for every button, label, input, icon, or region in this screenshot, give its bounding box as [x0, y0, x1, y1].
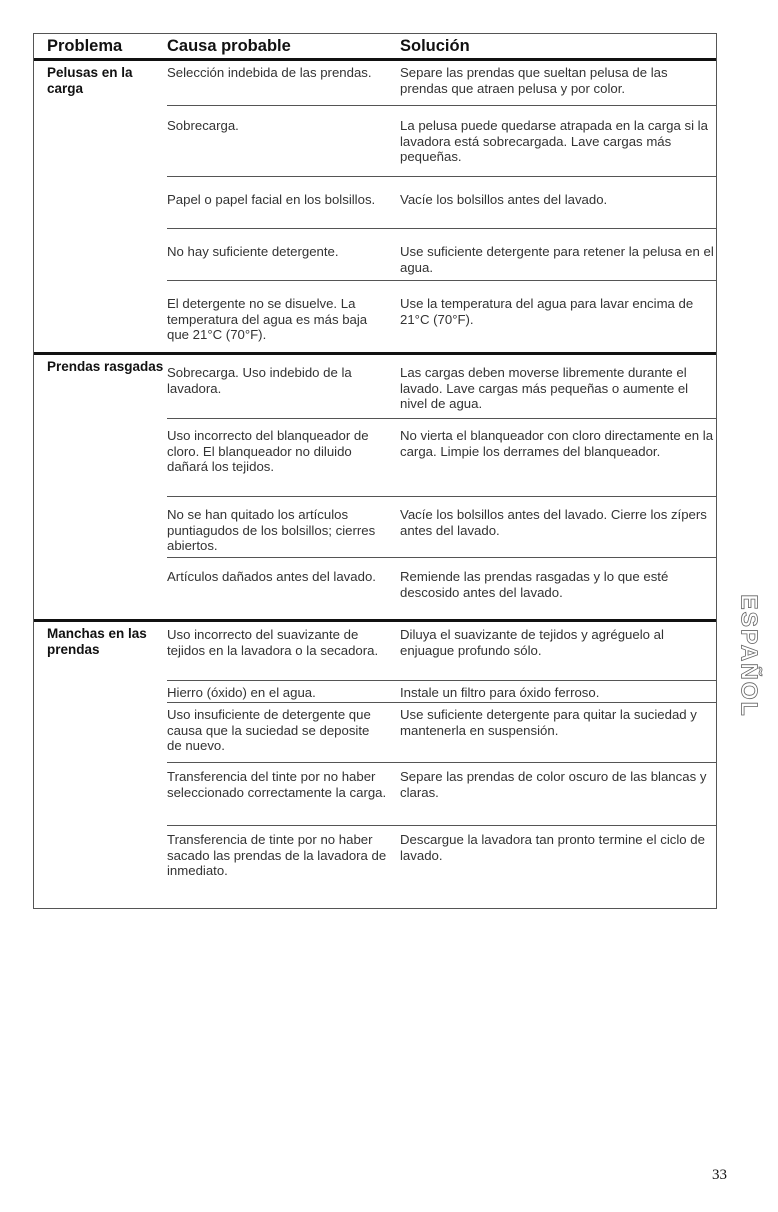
- section-stains: [34, 619, 716, 910]
- header-cause: Causa probable: [167, 37, 291, 55]
- cause-cell: Selección indebida de las prendas.: [167, 65, 372, 80]
- solution-cell: La pelusa puede quedarse atrapada en la carga si la lavadora está sobrecargada. Lave cargas más pequeñas.: [400, 118, 708, 164]
- row-divider: [167, 557, 716, 558]
- cause-cell: El detergente no se disuelve. La temperatura del agua es más baja que 21°C (70°F).: [167, 296, 368, 342]
- header-solution: Solución: [400, 37, 470, 55]
- cause-cell: Uso incorrecto del suavizante de tejidos en la lavadora o la secadora.: [167, 627, 379, 658]
- solution-cell: Separe las prendas que sueltan pelusa de las prendas que atraen pelusa y por color.: [400, 65, 668, 96]
- solution-cell: Vacíe los bolsillos antes del lavado. Cierre los zípers antes del lavado.: [400, 507, 707, 538]
- cause-cell: Artículos dañados antes del lavado.: [167, 569, 376, 584]
- problem-label: Prendas rasgadas: [47, 359, 164, 374]
- row-divider: [167, 228, 716, 229]
- row-divider: [167, 418, 716, 419]
- cause-cell: Sobrecarga. Uso indebido de la lavadora.: [167, 365, 352, 396]
- row-divider: [167, 105, 716, 106]
- cause-cell: Sobrecarga.: [167, 118, 239, 133]
- row-divider: [167, 176, 716, 177]
- row-divider: [167, 280, 716, 281]
- language-side-tab: [736, 566, 762, 746]
- cause-cell: Uso incorrecto del blanqueador de cloro. El blanqueador no diluido dañará los tejidos.: [167, 428, 369, 474]
- row-divider: [167, 825, 716, 826]
- solution-cell: Descargue la lavadora tan pronto termine el ciclo de lavado.: [400, 832, 705, 863]
- row-divider: [167, 496, 716, 497]
- row-divider: [167, 702, 716, 703]
- section-lint: [34, 61, 716, 352]
- solution-cell: Separe las prendas de color oscuro de las blancas y claras.: [400, 769, 707, 800]
- page-number: 33: [712, 1167, 727, 1183]
- cause-cell: Papel o papel facial en los bolsillos.: [167, 192, 376, 207]
- solution-cell: Use suficiente detergente para quitar la suciedad y mantenerla en suspensión.: [400, 707, 697, 738]
- cause-cell: Hierro (óxido) en el agua.: [167, 685, 316, 700]
- section-torn: [34, 352, 716, 622]
- problem-label: Manchas en las prendas: [47, 626, 147, 657]
- solution-cell: No vierta el blanqueador con cloro directamente en la carga. Limpie los derrames del blanqueador.: [400, 428, 714, 459]
- cause-cell: Uso insuficiente de detergente que causa que la suciedad se deposite de nuevo.: [167, 707, 371, 753]
- cause-cell: Transferencia de tinte por no haber sacado las prendas de la lavadora de inmediato.: [167, 832, 387, 878]
- problem-label: Pelusas en la carga: [47, 65, 133, 96]
- solution-cell: Use la temperatura del agua para lavar encima de 21°C (70°F).: [400, 296, 694, 327]
- cause-cell: No hay suficiente detergente.: [167, 244, 339, 259]
- cause-cell: Transferencia del tinte por no haber seleccionado correctamente la carga.: [167, 769, 387, 800]
- solution-cell: Use suficiente detergente para retener la pelusa en el agua.: [400, 244, 714, 275]
- solution-cell: Diluya el suavizante de tejidos y agréguelo al enjuague profundo sólo.: [400, 627, 664, 658]
- language-label: ESPAÑOL: [736, 594, 763, 718]
- row-divider: [167, 762, 716, 763]
- solution-cell: Las cargas deben moverse libremente durante el lavado. Lave cargas más pequeñas o aumente el nivel de agua.: [400, 365, 689, 411]
- table-header: [34, 34, 716, 61]
- troubleshooting-table: [33, 33, 717, 909]
- solution-cell: Vacíe los bolsillos antes del lavado.: [400, 192, 608, 207]
- header-problem: Problema: [47, 37, 123, 55]
- solution-cell: Instale un filtro para óxido ferroso.: [400, 685, 600, 700]
- row-divider: [167, 680, 716, 681]
- solution-cell: Remiende las prendas rasgadas y lo que esté descosido antes del lavado.: [400, 569, 669, 600]
- cause-cell: No se han quitado los artículos puntiagudos de los bolsillos; cierres abiertos.: [167, 507, 376, 553]
